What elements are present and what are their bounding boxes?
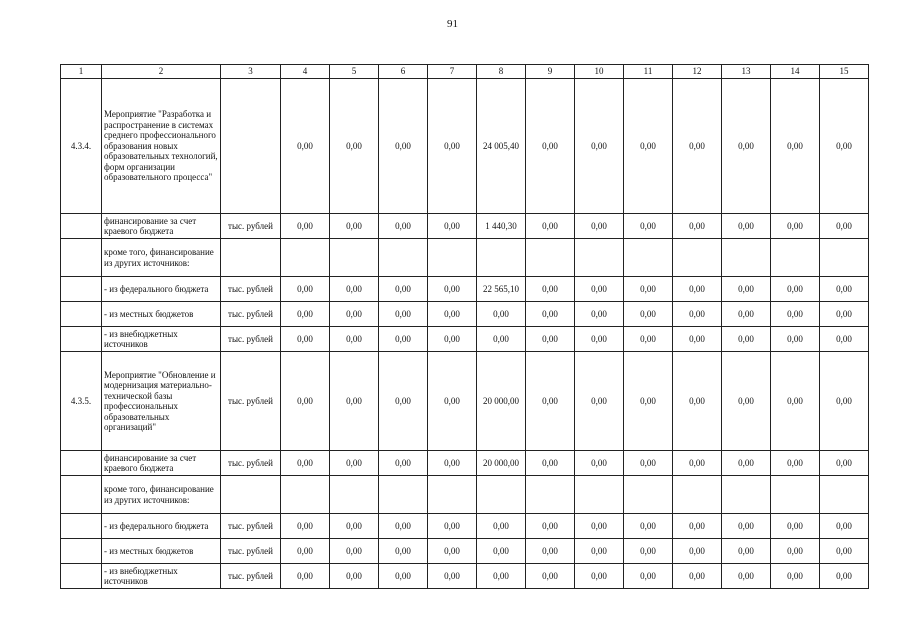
row-unit — [221, 239, 281, 277]
value-cell: 0,00 — [624, 564, 673, 589]
column-header: 15 — [820, 65, 869, 79]
table-row — [61, 214, 869, 239]
value-cell — [379, 239, 428, 277]
value-cell: 0,00 — [673, 564, 722, 589]
value-cell: 0,00 — [526, 451, 575, 476]
value-cell: 0,00 — [820, 277, 869, 302]
value-cell: 0,00 — [330, 302, 379, 327]
column-header: 8 — [477, 65, 526, 79]
value-cell — [281, 239, 330, 277]
value-cell: 0,00 — [722, 352, 771, 451]
value-cell: 0,00 — [281, 79, 330, 214]
value-cell: 0,00 — [624, 451, 673, 476]
value-cell: 0,00 — [281, 214, 330, 239]
value-cell: 0,00 — [330, 352, 379, 451]
row-code — [61, 277, 102, 302]
row-description: - из внебюджетных источников — [102, 327, 221, 352]
budget-table — [60, 64, 869, 589]
value-cell: 0,00 — [526, 327, 575, 352]
value-cell: 0,00 — [379, 79, 428, 214]
value-cell: 0,00 — [477, 564, 526, 589]
value-cell — [624, 476, 673, 514]
value-cell: 0,00 — [624, 214, 673, 239]
row-code: 4.3.5. — [61, 352, 102, 451]
row-unit — [221, 476, 281, 514]
value-cell: 0,00 — [624, 514, 673, 539]
value-cell — [477, 239, 526, 277]
column-header: 2 — [102, 65, 221, 79]
value-cell: 0,00 — [428, 79, 477, 214]
table-row — [61, 476, 869, 514]
value-cell: 0,00 — [526, 79, 575, 214]
value-cell: 0,00 — [428, 539, 477, 564]
table-row — [61, 79, 869, 214]
value-cell — [820, 239, 869, 277]
value-cell: 0,00 — [722, 564, 771, 589]
value-cell — [624, 239, 673, 277]
page-number: 91 — [447, 18, 458, 30]
value-cell: 0,00 — [526, 352, 575, 451]
row-description: - из внебюджетных источников — [102, 564, 221, 589]
value-cell: 0,00 — [771, 514, 820, 539]
value-cell — [771, 476, 820, 514]
value-cell — [673, 476, 722, 514]
value-cell: 0,00 — [428, 302, 477, 327]
table-body — [61, 79, 869, 589]
row-code — [61, 302, 102, 327]
value-cell — [330, 239, 379, 277]
value-cell: 0,00 — [526, 302, 575, 327]
value-cell: 0,00 — [428, 514, 477, 539]
column-header: 10 — [575, 65, 624, 79]
value-cell: 0,00 — [575, 327, 624, 352]
value-cell — [820, 476, 869, 514]
value-cell: 0,00 — [330, 539, 379, 564]
row-code — [61, 564, 102, 589]
value-cell: 0,00 — [575, 514, 624, 539]
value-cell: 0,00 — [477, 302, 526, 327]
row-code — [61, 239, 102, 277]
value-cell: 0,00 — [477, 539, 526, 564]
value-cell: 0,00 — [281, 539, 330, 564]
value-cell: 0,00 — [379, 539, 428, 564]
value-cell: 0,00 — [281, 327, 330, 352]
value-cell: 0,00 — [330, 277, 379, 302]
row-unit: тыс. рублей — [221, 539, 281, 564]
value-cell: 0,00 — [526, 539, 575, 564]
row-unit: тыс. рублей — [221, 514, 281, 539]
column-header: 4 — [281, 65, 330, 79]
row-code — [61, 514, 102, 539]
value-cell: 0,00 — [281, 451, 330, 476]
value-cell: 0,00 — [379, 327, 428, 352]
value-cell: 0,00 — [771, 327, 820, 352]
value-cell: 0,00 — [820, 327, 869, 352]
value-cell: 0,00 — [722, 514, 771, 539]
value-cell: 0,00 — [428, 451, 477, 476]
value-cell: 0,00 — [379, 302, 428, 327]
row-unit — [221, 79, 281, 214]
value-cell: 0,00 — [428, 214, 477, 239]
value-cell — [575, 476, 624, 514]
row-description: кроме того, финансирование из других источников: — [102, 239, 221, 277]
row-unit: тыс. рублей — [221, 302, 281, 327]
value-cell: 0,00 — [330, 564, 379, 589]
column-header: 11 — [624, 65, 673, 79]
value-cell — [722, 239, 771, 277]
value-cell — [477, 476, 526, 514]
value-cell: 0,00 — [673, 302, 722, 327]
header-row — [61, 65, 869, 79]
value-cell: 0,00 — [624, 79, 673, 214]
value-cell: 0,00 — [330, 327, 379, 352]
value-cell — [526, 476, 575, 514]
value-cell: 0,00 — [673, 214, 722, 239]
value-cell: 0,00 — [526, 564, 575, 589]
value-cell: 0,00 — [330, 514, 379, 539]
value-cell: 0,00 — [722, 214, 771, 239]
row-description: - из федерального бюджета — [102, 277, 221, 302]
value-cell: 0,00 — [820, 514, 869, 539]
column-header: 12 — [673, 65, 722, 79]
value-cell: 0,00 — [820, 539, 869, 564]
value-cell: 0,00 — [428, 352, 477, 451]
value-cell: 0,00 — [281, 352, 330, 451]
value-cell — [428, 476, 477, 514]
value-cell: 0,00 — [477, 514, 526, 539]
column-header: 14 — [771, 65, 820, 79]
column-header: 9 — [526, 65, 575, 79]
value-cell: 20 000,00 — [477, 352, 526, 451]
value-cell: 0,00 — [379, 451, 428, 476]
value-cell — [575, 239, 624, 277]
value-cell — [722, 476, 771, 514]
value-cell: 0,00 — [771, 302, 820, 327]
row-description: Мероприятие "Разработка и распространение в системах среднего профессионального образования новых образовательных технологий, форм организации образовательного процесса" — [102, 79, 221, 214]
value-cell: 0,00 — [673, 352, 722, 451]
value-cell: 0,00 — [771, 564, 820, 589]
value-cell: 0,00 — [722, 277, 771, 302]
row-unit: тыс. рублей — [221, 277, 281, 302]
value-cell: 0,00 — [771, 214, 820, 239]
row-code — [61, 476, 102, 514]
row-description: - из местных бюджетов — [102, 302, 221, 327]
value-cell: 0,00 — [428, 564, 477, 589]
value-cell — [281, 476, 330, 514]
row-unit: тыс. рублей — [221, 564, 281, 589]
table-row — [61, 514, 869, 539]
column-header: 5 — [330, 65, 379, 79]
value-cell: 0,00 — [575, 564, 624, 589]
value-cell: 0,00 — [673, 79, 722, 214]
value-cell: 0,00 — [820, 302, 869, 327]
table-row — [61, 451, 869, 476]
value-cell — [526, 239, 575, 277]
value-cell: 0,00 — [379, 352, 428, 451]
value-cell: 0,00 — [526, 214, 575, 239]
column-header: 13 — [722, 65, 771, 79]
table-row — [61, 302, 869, 327]
value-cell: 0,00 — [673, 539, 722, 564]
value-cell: 0,00 — [771, 352, 820, 451]
row-code — [61, 214, 102, 239]
row-description: - из местных бюджетов — [102, 539, 221, 564]
value-cell: 0,00 — [820, 451, 869, 476]
value-cell: 0,00 — [771, 451, 820, 476]
value-cell: 0,00 — [281, 277, 330, 302]
value-cell: 0,00 — [575, 451, 624, 476]
value-cell: 0,00 — [575, 277, 624, 302]
value-cell — [673, 239, 722, 277]
value-cell: 0,00 — [575, 302, 624, 327]
row-code — [61, 327, 102, 352]
row-description: финансирование за счет краевого бюджета — [102, 214, 221, 239]
value-cell: 0,00 — [575, 214, 624, 239]
value-cell: 0,00 — [379, 277, 428, 302]
value-cell: 0,00 — [330, 451, 379, 476]
value-cell: 0,00 — [379, 514, 428, 539]
row-unit: тыс. рублей — [221, 214, 281, 239]
column-header: 6 — [379, 65, 428, 79]
value-cell: 0,00 — [526, 277, 575, 302]
table-row — [61, 277, 869, 302]
table-row — [61, 539, 869, 564]
row-description: финансирование за счет краевого бюджета — [102, 451, 221, 476]
value-cell: 24 005,40 — [477, 79, 526, 214]
value-cell: 0,00 — [624, 327, 673, 352]
value-cell: 0,00 — [673, 451, 722, 476]
value-cell: 0,00 — [330, 214, 379, 239]
value-cell: 0,00 — [281, 302, 330, 327]
value-cell: 1 440,30 — [477, 214, 526, 239]
value-cell: 22 565,10 — [477, 277, 526, 302]
value-cell: 0,00 — [722, 327, 771, 352]
value-cell: 0,00 — [624, 539, 673, 564]
value-cell: 0,00 — [820, 79, 869, 214]
value-cell — [379, 476, 428, 514]
value-cell — [428, 239, 477, 277]
value-cell: 0,00 — [722, 79, 771, 214]
column-header: 1 — [61, 65, 102, 79]
value-cell: 0,00 — [820, 564, 869, 589]
value-cell: 0,00 — [771, 79, 820, 214]
value-cell: 0,00 — [526, 514, 575, 539]
row-unit: тыс. рублей — [221, 451, 281, 476]
row-code — [61, 539, 102, 564]
row-description: кроме того, финансирование из других источников: — [102, 476, 221, 514]
value-cell: 0,00 — [820, 214, 869, 239]
row-description: - из федерального бюджета — [102, 514, 221, 539]
value-cell: 0,00 — [722, 539, 771, 564]
table-row — [61, 564, 869, 589]
value-cell: 0,00 — [379, 564, 428, 589]
column-header: 7 — [428, 65, 477, 79]
value-cell: 0,00 — [281, 514, 330, 539]
value-cell: 0,00 — [771, 539, 820, 564]
value-cell: 0,00 — [673, 327, 722, 352]
value-cell: 0,00 — [428, 277, 477, 302]
table-row — [61, 327, 869, 352]
value-cell: 0,00 — [771, 277, 820, 302]
value-cell: 0,00 — [624, 302, 673, 327]
value-cell: 0,00 — [722, 451, 771, 476]
value-cell: 0,00 — [330, 79, 379, 214]
value-cell: 0,00 — [575, 79, 624, 214]
value-cell: 0,00 — [624, 352, 673, 451]
value-cell: 0,00 — [673, 514, 722, 539]
table-row — [61, 239, 869, 277]
row-description: Мероприятие "Обновление и модернизация материально-технической базы профессиональных образовательных организаций" — [102, 352, 221, 451]
value-cell: 0,00 — [722, 302, 771, 327]
value-cell: 0,00 — [673, 277, 722, 302]
column-header: 3 — [221, 65, 281, 79]
value-cell — [330, 476, 379, 514]
value-cell: 0,00 — [477, 327, 526, 352]
row-code: 4.3.4. — [61, 79, 102, 214]
row-code — [61, 451, 102, 476]
value-cell: 0,00 — [428, 327, 477, 352]
table-row — [61, 352, 869, 451]
value-cell: 0,00 — [379, 214, 428, 239]
value-cell: 0,00 — [624, 277, 673, 302]
value-cell: 0,00 — [281, 564, 330, 589]
value-cell: 20 000,00 — [477, 451, 526, 476]
value-cell: 0,00 — [575, 539, 624, 564]
value-cell: 0,00 — [820, 352, 869, 451]
value-cell: 0,00 — [575, 352, 624, 451]
value-cell — [771, 239, 820, 277]
row-unit: тыс. рублей — [221, 327, 281, 352]
row-unit: тыс. рублей — [221, 352, 281, 451]
